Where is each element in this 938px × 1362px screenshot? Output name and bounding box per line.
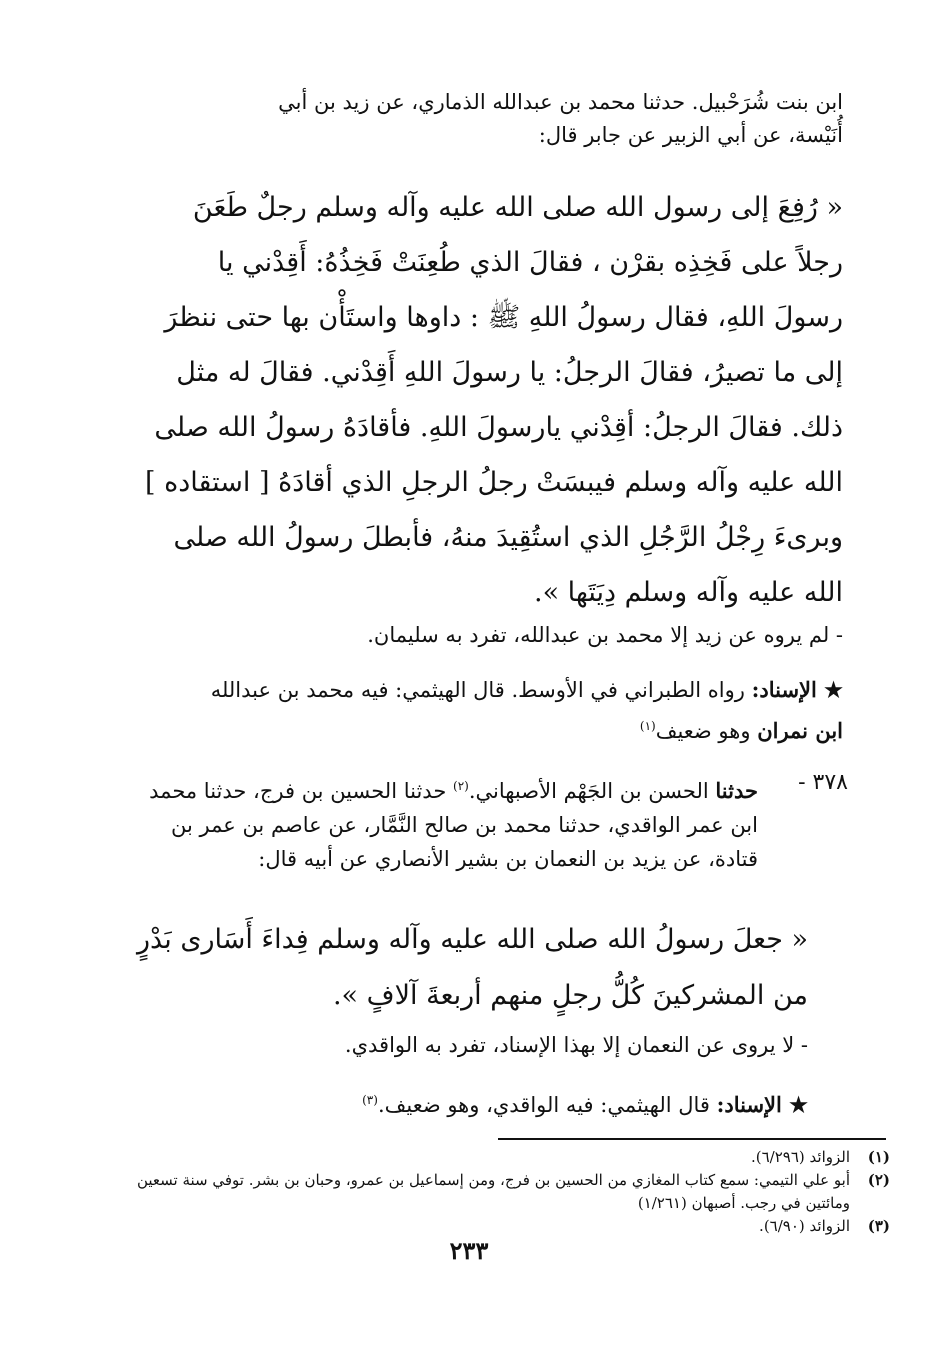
chain-text: الحسن بن الجَهْم الأصبهاني. (468, 779, 709, 803)
chain-text: حدثنا الحسين بن فرج، حدثنا محمد (149, 779, 447, 803)
hadith-line: « رُفِعَ إلى رسول الله صلى الله عليه وآله وسلم رجلٌ طَعَنَ (192, 192, 843, 223)
footnote-ref: (٢) (453, 779, 469, 793)
isnad-text: رواه الطبراني في الأوسط. قال الهيثمي: فيه محمد بن عبدالله (210, 678, 745, 702)
footnote-number: (١) (867, 1148, 890, 1166)
footnote-number: (٣) (867, 1217, 890, 1235)
hadith-line: « جعلَ رسولُ الله صلى الله عليه وآله وسلم فِداءَ أَسَارى بَدْرٍ (137, 924, 808, 955)
footnote-number: (٢) (867, 1171, 890, 1189)
isnad-text: قال الهيثمي: فيه الواقدي، وهو ضعيف. (377, 1093, 710, 1117)
note-line: - لا يروى عن النعمان إلا بهذا الإسناد، تفرد به الواقدي. (344, 1033, 808, 1057)
hadith-number: ٣٧٨ - (798, 770, 848, 795)
transmission-note-1 (143, 618, 843, 652)
hadith-line: رجلاً على فَخِذِه بقرْن ، فقالَ الذي طُعِنَتْ فَخِذُهُ: أَقِدْني يا (217, 247, 843, 278)
chain-line: قتادة، عن يزيد بن النعمان بن بشير الأنصاري عن أبيه قال: (258, 847, 758, 871)
footnote (130, 1169, 890, 1215)
intro-line: أُنَيْسة، عن أبي الزبير عن جابر قال: (538, 123, 843, 147)
footnote-text: الزوائد (٦/٢٩٦). (751, 1148, 850, 1166)
footnote-ref: (١) (639, 719, 656, 733)
chain-line: ابن عمر الواقدي، حدثنا محمد بن صالح النَّمَّار، عن عاصم بن عمر بن (171, 813, 758, 837)
hadith-text-1 (133, 180, 843, 620)
chain-line (136, 769, 758, 808)
note-line: - لم يروه عن زيد إلا محمد بن عبدالله، تفرد به سليمان. (367, 623, 843, 647)
isnad-line (128, 1082, 808, 1123)
isnad-line (143, 672, 843, 708)
footnote (130, 1215, 890, 1238)
footnotes (130, 1146, 890, 1238)
isnad-line (143, 708, 843, 749)
footnote-divider (498, 1138, 886, 1140)
isnad-block-1 (143, 672, 843, 749)
page-number: ٢٣٣ (449, 1236, 489, 1265)
chain-lead: حدثنا (715, 778, 758, 803)
intro-chain (143, 86, 843, 152)
hadith-line: ذلك. فقالَ الرجلُ: أقِدْني يارسولَ اللهِ. فأقادَهُ رسولُ الله صلى (154, 412, 843, 443)
footnote-ref: (٣) (362, 1093, 378, 1107)
hadith-line: رسولَ اللهِ، فقال رسولُ اللهِ ﷺ : داوها واستَأْن بها حتى ننظرَ (164, 302, 843, 333)
hadith-line: من المشركينَ كُلُّ رجلٍ منهم أربعةَ آلافٍ ». (332, 980, 808, 1011)
footnote-text: أبو علي التيمي: سمع كتاب المغازي من الحسين بن فرج، ومن إسماعيل بن عمرو، وحبان بن بشر. توفي سنة تسعين ومائتين في رجب. أصبهان (١/٢٦١) (136, 1171, 850, 1212)
isnad-text: وهو ضعيف (655, 719, 751, 743)
isnad-name: ابن نمران (757, 718, 843, 743)
hadith-text-2 (128, 912, 808, 1024)
intro-line: ابن بنت شُرَحْبيل. حدثنا محمد بن عبدالله الذماري، عن زيد بن أبي (278, 90, 843, 114)
hadith-line: وبرىءَ رِجْلُ الرَّجُلِ الذي استُقِيدَ منهُ، فأبطلَ رسولُ الله صلى (173, 522, 843, 553)
transmission-note-2 (128, 1028, 808, 1062)
hadith-line: الله عليه وآله وسلم دِيَتَها ». (534, 577, 843, 608)
footnote-text: الزوائد (٦/٩٠). (759, 1217, 850, 1235)
hadith-line: الله عليه وآله وسلم فيبسَتْ رجلُ الرجلِ الذي أقادَهُ [ استقاده ] (144, 467, 843, 498)
isnad-block-2 (128, 1082, 808, 1123)
hadith-line: إلى ما تصيرُ، فقالَ الرجلُ: يا رسولَ اللهِ أَقِدْني. فقالَ له مثل (176, 357, 843, 388)
footnote (130, 1146, 890, 1169)
chain-of-narrators-378 (136, 769, 758, 876)
isnad-label: ★ الإسناد: (716, 1092, 808, 1117)
isnad-label: ★ الإسناد: (751, 677, 843, 702)
